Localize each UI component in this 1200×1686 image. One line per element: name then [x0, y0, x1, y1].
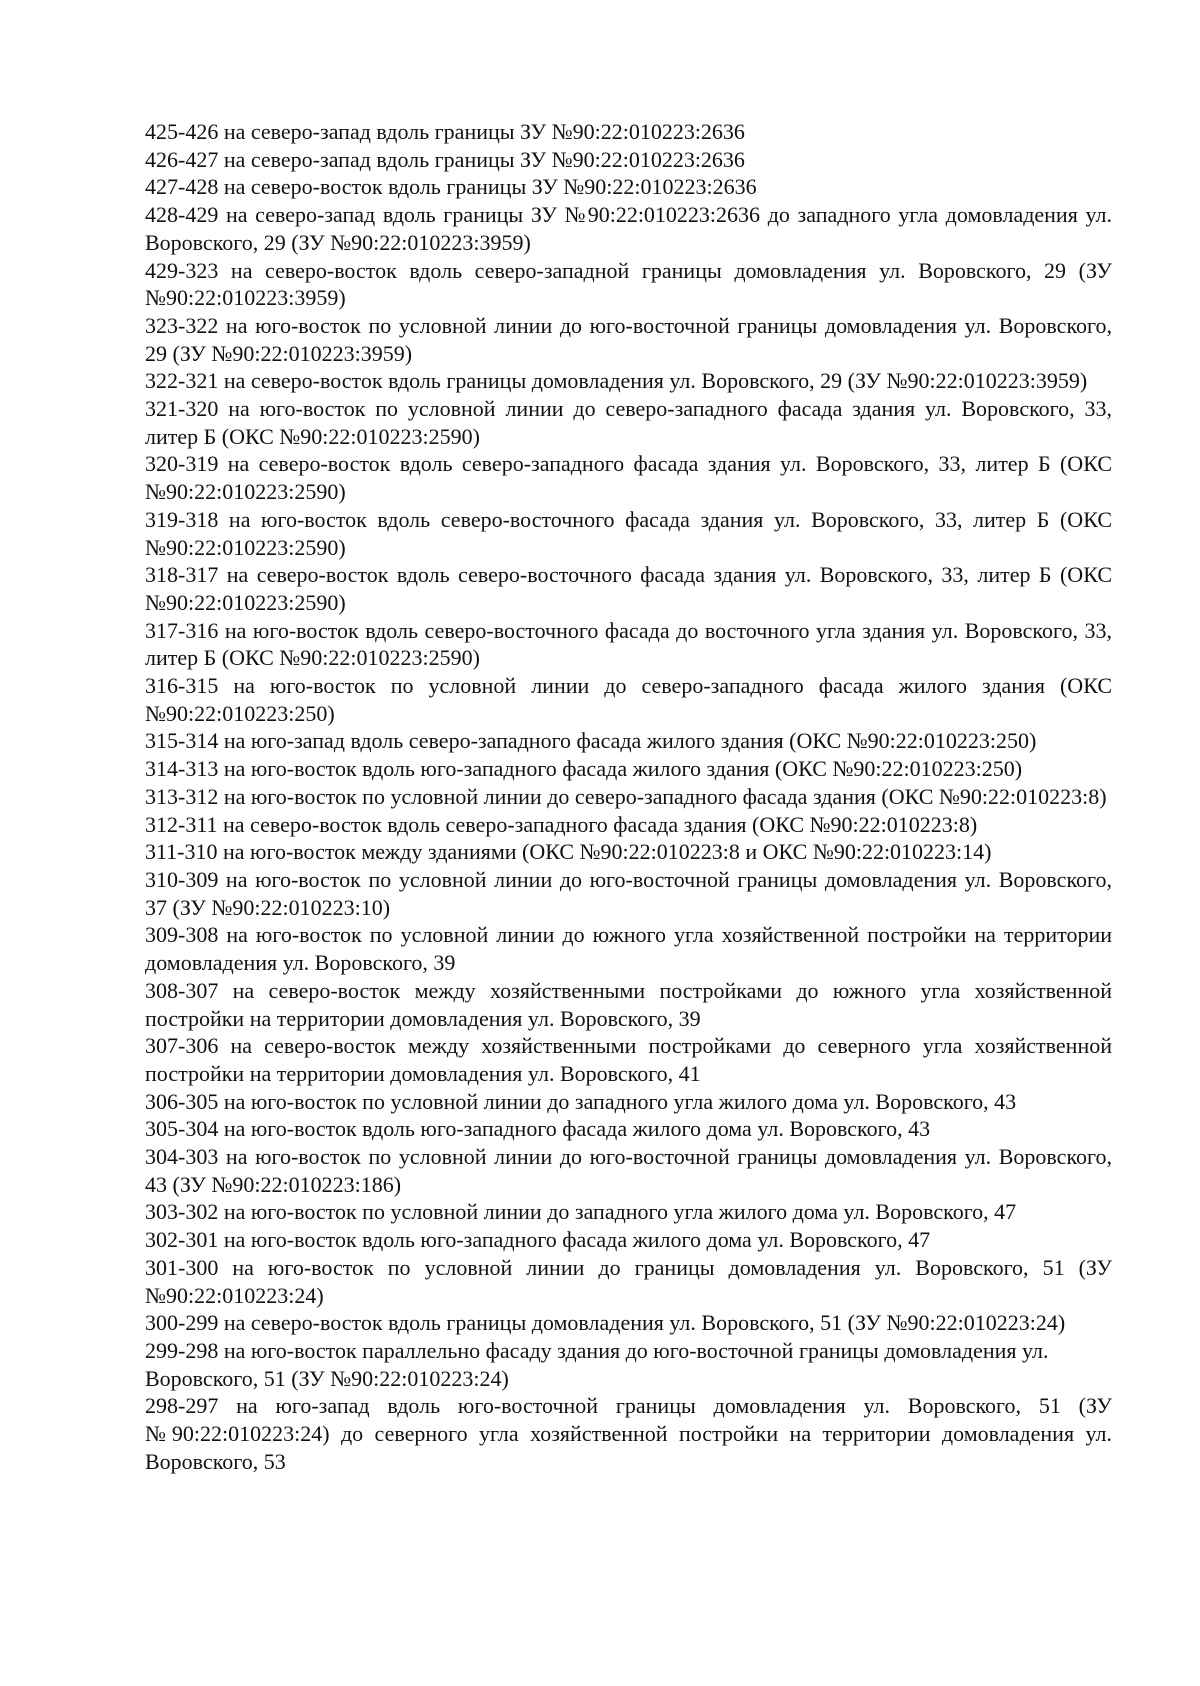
segment-entry: 314-313 на юго-восток вдоль юго-западного фасада жилого здания (ОКС №90:22:010223:250) — [145, 756, 1023, 782]
segment-entry: 299-298 на юго-восток параллельно фасаду здания до юго-восточной границы домовладения ул. Воровского, 51 (ЗУ №90:22:010223:24) — [145, 1337, 1049, 1391]
segment-entry: 313-312 на юго-восток по условной линии до северо-западного фасада здания (ОКС №90:22:010223:8) — [145, 783, 1107, 809]
segment-entry: 304-303 на юго-восток по условной линии до юго-восточной границы домовладения ул. Воровского, 43 (ЗУ №90:22:010223:186) — [145, 1144, 1112, 1197]
segment-entry: 316-315 на юго-восток по условной линии до северо-западного фасада жилого здания (ОКС №90:22:010223:250) — [145, 673, 1112, 726]
segment-entry: 315-314 на юго-запад вдоль северо-западного фасада жилого здания (ОКС №90:22:010223:250) — [145, 728, 1037, 754]
segment-entry: 427-428 на северо-восток вдоль границы ЗУ №90:22:010223:2636 — [145, 174, 757, 200]
segment-entry: 426-427 на северо-запад вдоль границы ЗУ №90:22:010223:2636 — [145, 146, 745, 172]
segment-entry: 429-323 на северо-восток вдоль северо-западной границы домовладения ул. Воровского, 29 (ЗУ №90:22:010223:3959) — [145, 257, 1112, 311]
segment-entry: 308-307 на северо-восток между хозяйственными постройками до южного угла хозяйственной постройки на территории домовладения ул. Воровского, 39 — [145, 977, 1112, 1031]
segment-entry: 425-426 на северо-запад вдоль границы ЗУ №90:22:010223:2636 — [145, 119, 745, 144]
segment-entry: 321-320 на юго-восток по условной линии до северо-западного фасада здания ул. Воровского, 33, литер Б (ОКС №90:22:010223:2590) — [145, 396, 1112, 449]
segment-entry: 428-429 на северо-запад вдоль границы ЗУ №90:22:010223:2636 до западного угла домовладения ул. Воровского, 29 (ЗУ №90:22:010223:3959) — [145, 202, 1112, 255]
segment-entry: 302-301 на юго-восток вдоль юго-западного фасада жилого дома ул. Воровского, 47 — [145, 1227, 931, 1253]
segment-entry: 301-300 на юго-восток по условной линии до границы домовладения ул. Воровского, 51 (ЗУ №90:22:010223:24) — [145, 1254, 1112, 1308]
segment-entry: 310-309 на юго-восток по условной линии до юго-восточной границы домовладения ул. Воровского, 37 (ЗУ №90:22:010223:10) — [145, 866, 1112, 920]
segment-entry: 305-304 на юго-восток вдоль юго-западного фасада жилого дома ул. Воровского, 43 — [145, 1116, 931, 1142]
segment-entry: 311-310 на юго-восток между зданиями (ОКС №90:22:010223:8 и ОКС №90:22:010223:14) — [145, 839, 992, 865]
segment-entry: 322-321 на северо-восток вдоль границы домовладения ул. Воровского, 29 (ЗУ №90:22:010223:3959) — [145, 368, 1088, 394]
document-page — [145, 118, 1112, 1475]
segment-entry: 307-306 на северо-восток между хозяйственными постройками до северного угла хозяйственной постройки на территории домовладения ул. Воровского, 41 — [145, 1033, 1112, 1086]
segment-entry: 318-317 на северо-восток вдоль северо-восточного фасада здания ул. Воровского, 33, литер Б (ОКС №90:22:010223:2590) — [145, 562, 1112, 615]
segment-entry: 312-311 на северо-восток вдоль северо-западного фасада здания (ОКС №90:22:010223:8) — [145, 811, 978, 837]
segment-entry: 323-322 на юго-восток по условной линии до юго-восточной границы домовладения ул. Воровского, 29 (ЗУ №90:22:010223:3959) — [145, 312, 1112, 366]
segment-entry: 319-318 на юго-восток вдоль северо-восточного фасада здания ул. Воровского, 33, литер Б (ОКС №90:22:010223:2590) — [145, 506, 1112, 560]
segment-entry: 298-297 на юго-запад вдоль юго-восточной границы домовладения ул. Воровского, 51 (ЗУ №90:22:010223:24) до северного угла хозяйственной постройки на территории домовладения ул. Воровского, 53 — [145, 1393, 1112, 1474]
segment-entry: 303-302 на юго-восток по условной линии до западного угла жилого дома ул. Воровского, 47 — [145, 1199, 1017, 1225]
segment-entry: 317-316 на юго-восток вдоль северо-восточного фасада до восточного угла здания ул. Воровского, 33, литер Б (ОКС №90:22:010223:2590) — [145, 617, 1112, 671]
segment-entry: 320-319 на северо-восток вдоль северо-западного фасада здания ул. Воровского, 33, литер Б (ОКС №90:22:010223:2590) — [145, 451, 1112, 505]
segment-entry: 300-299 на северо-восток вдоль границы домовладения ул. Воровского, 51 (ЗУ №90:22:010223:24) — [145, 1310, 1066, 1336]
segment-entry: 306-305 на юго-восток по условной линии до западного угла жилого дома ул. Воровского, 43 — [145, 1088, 1017, 1114]
segment-entry: 309-308 на юго-восток по условной линии до южного угла хозяйственной постройки на территории домовладения ул. Воровского, 39 — [145, 922, 1112, 976]
